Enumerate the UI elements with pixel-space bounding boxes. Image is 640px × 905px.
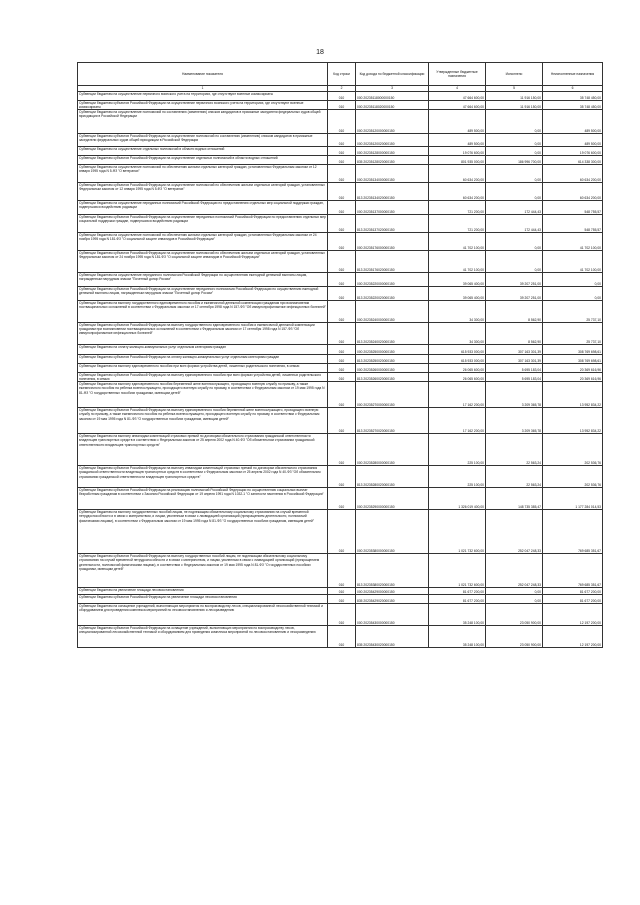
table-row — [78, 301, 603, 323]
column-number: 2 — [328, 86, 356, 92]
row-line-code: 010 — [328, 466, 356, 488]
table-row — [78, 323, 603, 345]
row-approved: 489 500,00 — [429, 110, 486, 134]
row-line-code: 010 — [328, 233, 356, 251]
row-approved: 81 677 200,00 — [429, 595, 486, 604]
row-name: Субвенции бюджетам субъектов Российской Федерации на осуществление полномочий по обеспечению жильем отдельных категорий граждан, установленных Федеральным законом от 24 ноября 1995 года N 181-ФЗ "О социальной защите инвалидов в Российской Федерации" — [78, 251, 328, 273]
row-income-code: 835 20235430020000150 — [356, 626, 429, 648]
column-number: 6 — [543, 86, 603, 92]
row-executed: 252 047 248,33 — [486, 554, 543, 588]
row-remaining: 81 677 200,00 — [543, 588, 603, 595]
row-name: Субвенции бюджетам субъектов Российской Федерации на увеличение площади лесовосстановления — [78, 595, 328, 604]
row-name: Субвенции бюджетам субъектов Российской Федерации на осуществление полномочий по обеспечению жильем отдельных категорий граждан, установленных Федеральным законом от 12 января 1995 года N 5-ФЗ "О ветеранах" — [78, 183, 328, 201]
row-approved: 26 065 600,00 — [429, 373, 486, 382]
row-name: Субвенции бюджетам субъектов Российской Федерации на осуществление переданных полномочий Российской Федерации по предоставлению отдельных мер социальной поддержки граждан, подвергшихся воздействию радиации — [78, 215, 328, 233]
row-remaining: 769 685 351,67 — [543, 554, 603, 588]
row-executed: 22 563,24 — [486, 434, 543, 466]
table-row — [78, 233, 603, 251]
row-name: Субвенции бюджетам на выплату инвалидам компенсаций страховых премий по договорам обязательного страхования гражданской ответственности владельцев транспортных средств в соответствии с Федеральным законом от 25 апреля 2002 года N 40-ФЗ "Об обязательном страховании гражданской ответственности владельцев транспортных средств" — [78, 434, 328, 466]
header-income-code: Код дохода по бюджетной классификации — [356, 63, 429, 86]
table-row — [78, 364, 603, 373]
row-remaining: 489 500,00 — [543, 110, 603, 134]
row-remaining: 614 338 300,00 — [543, 156, 603, 165]
row-name: Субвенции бюджетам субъектов Российской Федерации на выплату единовременного пособия беременной жене военнослужащего, проходящего военную службу по призыву, а также ежемесячного пособия на ребенка военнослужащего, проходящего военную службу по призыву, в соответствии с Федеральным законом от 19 мая 1995 года N 81-ФЗ "О государственных пособиях гражданам, имеющим детей" — [78, 408, 328, 434]
row-name: Субвенции бюджетам на осуществление первичного воинского учета на территориях, где отсутствуют военные комиссариаты — [78, 92, 328, 101]
row-remaining: 81 677 200,00 — [543, 595, 603, 604]
row-name: Субвенции бюджетам субъектов Российской Федерации на оснащение учреждений, выполняющих мероприятия по воспроизводству лесов, специализированной лесохозяйственной техникой и оборудованием для проведения комплекса мероприятий по лесовосстановлению и лесоразведению — [78, 626, 328, 648]
row-approved: 225 100,00 — [429, 434, 486, 466]
row-remaining: 19 076 600,00 — [543, 147, 603, 156]
row-name: Субвенции бюджетам субъектов Российской Федерации на оплату жилищно-коммунальных услуг отдельным категориям граждан — [78, 355, 328, 364]
row-executed: 0,00 — [486, 134, 543, 147]
row-remaining: 12 197 200,00 — [543, 626, 603, 648]
row-remaining: 35 748 450,00 — [543, 101, 603, 110]
row-remaining: 548 755,57 — [543, 201, 603, 215]
row-income-code: 000 20235250000000150 — [356, 345, 429, 355]
row-approved: 721 200,00 — [429, 215, 486, 233]
row-remaining: 769 685 351,67 — [543, 510, 603, 554]
row-name: Субвенции бюджетам субъектов Российской Федерации на выплату государственного единовременного пособия и ежемесячной денежной компенсации гражданам при возникновении поствакцинальных осложнений в соответствии с Федеральным законом от 17 сентября 1998 года N 157-ФЗ "Об иммунопрофилактике инфекционных болезней" — [78, 323, 328, 345]
row-remaining: 13 952 834,22 — [543, 408, 603, 434]
table-row — [78, 183, 603, 201]
row-name: Субвенции бюджетам субъектов Российской Федерации на осуществление полномочий по составлению (изменению) списков кандидатов в присяжные заседатели федеральных судов общей юрисдикции в Российской Федерации — [78, 134, 328, 147]
row-executed: 22 563,24 — [486, 466, 543, 488]
row-line-code: 010 — [328, 201, 356, 215]
row-line-code: 010 — [328, 510, 356, 554]
row-name: Субвенции бюджетам на осуществление полномочий по составлению (изменению) списков кандидатов в присяжные заседатели федеральных судов общей юрисдикции в Российской Федерации — [78, 110, 328, 134]
row-approved: 615 933 000,00 — [429, 345, 486, 355]
row-approved: 17 162 200,00 — [429, 408, 486, 434]
column-number: 1 — [78, 86, 328, 92]
table-body — [78, 92, 603, 648]
row-line-code: 010 — [328, 373, 356, 382]
row-remaining: 41 702 100,00 — [543, 233, 603, 251]
row-remaining: 25 737,10 — [543, 323, 603, 345]
budget-table — [77, 62, 603, 648]
row-approved: 41 702 100,00 — [429, 233, 486, 251]
row-remaining: 35 748 450,00 — [543, 92, 603, 101]
row-income-code: 813 20235260020000150 — [356, 373, 429, 382]
row-approved: 47 664 600,00 — [429, 92, 486, 101]
row-line-code: 010 — [328, 626, 356, 648]
row-executed: 39 207 251,00 — [486, 273, 543, 287]
row-name: Субвенции бюджетам на оснащение учреждений, выполняющих мероприятия по воспроизводству лесов, специализированной лесохозяйственной техникой и оборудованием для проведения комплекса мероприятий по лесовосстановлению и лесоразведению — [78, 604, 328, 626]
row-line-code: 010 — [328, 156, 356, 165]
row-executed: 307 163 301,39 — [486, 345, 543, 355]
row-remaining: 20 369 616,96 — [543, 373, 603, 382]
row-line-code: 010 — [328, 595, 356, 604]
row-income-code: 000 20235270000000150 — [356, 382, 429, 408]
row-approved: 35 248 100,00 — [429, 604, 486, 626]
row-executed: 5 695 183,04 — [486, 364, 543, 373]
row-line-code: 010 — [328, 588, 356, 595]
table-row — [78, 201, 603, 215]
table-row — [78, 373, 603, 382]
header-line-code: Код строки — [328, 63, 356, 86]
row-line-code: 010 — [328, 101, 356, 110]
row-income-code: 000 20235290000000150 — [356, 488, 429, 510]
row-executed: 23 050 900,00 — [486, 626, 543, 648]
row-approved: 26 065 600,00 — [429, 364, 486, 373]
row-remaining: 0,00 — [543, 273, 603, 287]
row-approved: 1 021 732 600,00 — [429, 554, 486, 588]
row-approved: 1 326 019 400,00 — [429, 488, 486, 510]
row-remaining: 308 769 698,61 — [543, 345, 603, 355]
row-income-code: 813 20235176020000150 — [356, 251, 429, 273]
row-line-code: 010 — [328, 301, 356, 323]
row-remaining: 202 536,76 — [543, 434, 603, 466]
table-row — [78, 434, 603, 466]
row-income-code: 000 20235220000000150 — [356, 273, 429, 287]
row-name: Субвенции бюджетам на осуществление полномочий по обеспечению жильем отдельных категорий граждан, установленных Федеральным законом от 12 января 1995 года N 5-ФЗ "О ветеранах" — [78, 165, 328, 183]
row-line-code: 010 — [328, 165, 356, 183]
row-income-code: 000 20235137000000150 — [356, 201, 429, 215]
row-executed: 5 695 183,04 — [486, 373, 543, 382]
row-name: Субвенции бюджетам субъектов Российской Федерации на осуществление переданного полномочия Российской Федерации по осуществлению ежегодной денежной выплаты лицам, награжденным нагрудным знаком "Почетный донор России" — [78, 287, 328, 301]
header-name: Наименование показателя — [78, 63, 328, 86]
row-approved: 39 065 400,00 — [429, 287, 486, 301]
row-income-code: 000 20235128000000150 — [356, 147, 429, 156]
row-executed: 23 050 900,00 — [486, 604, 543, 626]
row-executed: 11 916 150,00 — [486, 92, 543, 101]
row-line-code: 010 — [328, 110, 356, 134]
row-income-code: 000 20235134000000150 — [356, 165, 429, 183]
table-row — [78, 595, 603, 604]
row-executed: 252 047 248,33 — [486, 510, 543, 554]
row-line-code: 010 — [328, 345, 356, 355]
row-name: Субвенции бюджетам субъектов Российской Федерации на выплату единовременного пособия при всех формах устройства детей, лишенных родительского попечения, в семью — [78, 373, 328, 382]
row-approved: 60 634 200,00 — [429, 165, 486, 183]
row-executed: 0,00 — [486, 110, 543, 134]
row-approved: 615 933 000,00 — [429, 355, 486, 364]
row-income-code: 000 20235240000000150 — [356, 301, 429, 323]
table-row — [78, 466, 603, 488]
row-income-code: 813 20235134020000150 — [356, 183, 429, 201]
table-row — [78, 287, 603, 301]
row-income-code: 000 20235380000000150 — [356, 510, 429, 554]
column-number: 5 — [486, 86, 543, 92]
table-row — [78, 273, 603, 287]
header-executed: Исполнено — [486, 63, 543, 86]
row-line-code: 010 — [328, 434, 356, 466]
row-line-code: 010 — [328, 183, 356, 201]
row-line-code: 010 — [328, 382, 356, 408]
row-executed: 8 562,90 — [486, 323, 543, 345]
table-row — [78, 92, 603, 101]
row-executed: 0,00 — [486, 147, 543, 156]
row-approved: 34 300,00 — [429, 301, 486, 323]
row-executed: 0,00 — [486, 588, 543, 595]
row-income-code: 813 20235137020000150 — [356, 215, 429, 233]
table-row — [78, 110, 603, 134]
row-name: Субвенции бюджетам субъектов Российской Федерации на выплату инвалидам компенсаций страховых премий по договорам обязательного страхования гражданской ответственности владельцев транспортных средств в соответствии с Федеральным законом от 25 апреля 2002 года N 40-ФЗ "Об обязательном страховании гражданской ответственности владельцев транспортных средств" — [78, 466, 328, 488]
table-row — [78, 554, 603, 588]
row-income-code: 000 20235429000000150 — [356, 588, 429, 595]
row-line-code: 010 — [328, 488, 356, 510]
row-name: Субвенции бюджетам субъектов Российской Федерации на выплату государственных пособий лицам, не подлежащим обязательному социальному страхованию на случай временной нетрудоспособности и в связи с материнством, и лицам, уволенным в связи с ликвидацией организаций (прекращением деятельности, полномочий физическими лицами), в соответствии с Федеральным законом от 19 мая 1995 года N 81-ФЗ "О государственных пособиях гражданам, имеющим детей" — [78, 554, 328, 588]
table-row — [78, 165, 603, 183]
row-income-code: 813 20235380020000150 — [356, 554, 429, 588]
row-name: Субвенции бюджетам субъектов Российской Федерации на осуществление отдельных полномочий в области водных отношений — [78, 156, 328, 165]
row-executed: 0,00 — [486, 183, 543, 201]
row-name: Субвенции бюджетам на выплату единовременного пособия при всех формах устройства детей, лишенных родительского попечения, в семью — [78, 364, 328, 373]
row-income-code: 835 20235128020000150 — [356, 156, 429, 165]
row-executed: 11 916 150,00 — [486, 101, 543, 110]
table-row — [78, 355, 603, 364]
row-executed: 0,00 — [486, 165, 543, 183]
header-remaining: Неисполненные назначения — [543, 63, 603, 86]
row-executed: 186 996 700,00 — [486, 156, 543, 165]
table-row — [78, 604, 603, 626]
row-executed: 39 207 251,00 — [486, 287, 543, 301]
table-row — [78, 251, 603, 273]
header-row — [78, 63, 603, 86]
row-executed: 0,00 — [486, 595, 543, 604]
row-line-code: 010 — [328, 554, 356, 588]
row-name: Субвенции бюджетам субъектов Российской Федерации на осуществление первичного воинского учета на территориях, где отсутствуют военные комиссариаты — [78, 101, 328, 110]
row-executed: 307 163 301,39 — [486, 355, 543, 364]
row-remaining: 489 500,00 — [543, 134, 603, 147]
table-row — [78, 510, 603, 554]
row-income-code: 835 20235429020000150 — [356, 595, 429, 604]
row-name: Субвенции бюджетам на увеличение площади лесовосстановления — [78, 588, 328, 595]
row-remaining: 41 702 100,00 — [543, 251, 603, 273]
row-line-code: 010 — [328, 323, 356, 345]
table-row — [78, 382, 603, 408]
row-income-code: 000 20235120020000150 — [356, 134, 429, 147]
row-income-code: 813 20235280020000150 — [356, 466, 429, 488]
column-number: 3 — [356, 86, 429, 92]
page-number: 18 — [316, 49, 324, 56]
row-approved: 1 021 732 600,00 — [429, 510, 486, 554]
row-approved: 60 634 200,00 — [429, 183, 486, 201]
row-approved: 19 076 600,00 — [429, 147, 486, 156]
row-income-code: 000 20235260000000150 — [356, 364, 429, 373]
row-name: Субвенции бюджетам на осуществление полномочий по обеспечению жильем отдельных категорий граждан, установленных Федеральным законом от 24 ноября 1995 года N 181-ФЗ "О социальной защите инвалидов в Российской Федерации" — [78, 233, 328, 251]
row-income-code: 813 20235250020000150 — [356, 355, 429, 364]
row-executed: 172 444,43 — [486, 215, 543, 233]
table-row — [78, 215, 603, 233]
table-row — [78, 134, 603, 147]
header-approved: Утвержденные бюджетные назначения — [429, 63, 486, 86]
row-executed: 172 444,43 — [486, 201, 543, 215]
row-remaining: 202 536,76 — [543, 466, 603, 488]
row-income-code: 000 20235280000000150 — [356, 434, 429, 466]
row-line-code: 010 — [328, 134, 356, 147]
row-line-code: 010 — [328, 92, 356, 101]
row-line-code: 010 — [328, 273, 356, 287]
table-row — [78, 588, 603, 595]
row-executed: 3 209 365,78 — [486, 408, 543, 434]
row-income-code: 813 20235270020000150 — [356, 408, 429, 434]
row-line-code: 010 — [328, 364, 356, 373]
row-name: Субвенции бюджетам субъектов Российской Федерации на реализацию полномочий Российской Федерации по осуществлению социальных выплат безработным гражданам в соответствии с Законом Российской Федерации от 19 апреля 1991 года N 1032-1 "О занятости населения в Российской Федерации" — [78, 488, 328, 510]
row-line-code: 010 — [328, 147, 356, 156]
row-approved: 17 162 200,00 — [429, 382, 486, 408]
row-remaining: 548 755,57 — [543, 215, 603, 233]
row-executed: 0,00 — [486, 251, 543, 273]
row-name: Субвенции бюджетам на осуществление отдельных полномочий в области водных отношений — [78, 147, 328, 156]
row-line-code: 010 — [328, 355, 356, 364]
row-approved: 34 300,00 — [429, 323, 486, 345]
row-name: Субвенции бюджетам на осуществление переданного полномочия Российской Федерации по осуществлению ежегодной денежной выплаты лицам, награжденным нагрудным знаком "Почетный донор России" — [78, 273, 328, 287]
row-approved: 47 664 600,00 — [429, 101, 486, 110]
table-row — [78, 156, 603, 165]
table-row — [78, 101, 603, 110]
table-row — [78, 626, 603, 648]
row-approved: 39 065 400,00 — [429, 273, 486, 287]
row-remaining: 20 369 616,96 — [543, 364, 603, 373]
row-remaining: 12 197 200,00 — [543, 604, 603, 626]
row-remaining: 0,00 — [543, 287, 603, 301]
row-approved: 225 100,00 — [429, 466, 486, 488]
row-remaining: 25 737,10 — [543, 301, 603, 323]
table-row — [78, 408, 603, 434]
row-approved: 489 500,00 — [429, 134, 486, 147]
row-name: Субвенции бюджетам на выплату единовременного пособия беременной жене военнослужащего, проходящего военную службу по призыву, а также ежемесячного пособия на ребенка военнослужащего, проходящего военную службу по призыву, в соответствии с Федеральным законом от 19 мая 1995 года N 81-ФЗ "О государственных пособиях гражданам, имеющим детей" — [78, 382, 328, 408]
table-row — [78, 147, 603, 156]
row-executed: 148 735 385,47 — [486, 488, 543, 510]
row-name: Субвенции бюджетам на выплату государственного единовременного пособия и ежемесячной денежной компенсации гражданам при возникновении поствакцинальных осложнений в соответствии с Федеральным законом от 17 сентября 1998 года N 157-ФЗ "Об иммунопрофилактике инфекционных болезней" — [78, 301, 328, 323]
row-line-code: 010 — [328, 215, 356, 233]
row-income-code: 813 20235240020000150 — [356, 323, 429, 345]
row-approved: 721 200,00 — [429, 201, 486, 215]
row-remaining: 60 634 200,00 — [543, 165, 603, 183]
row-name: Субвенции бюджетам на оплату жилищно-коммунальных услуг отдельным категориям граждан — [78, 345, 328, 355]
row-line-code: 010 — [328, 287, 356, 301]
row-approved: 41 702 100,00 — [429, 251, 486, 273]
row-income-code: 000 20235120000000150 — [356, 110, 429, 134]
row-executed: 0,00 — [486, 233, 543, 251]
row-remaining: 60 634 200,00 — [543, 183, 603, 201]
row-executed: 3 209 365,78 — [486, 382, 543, 408]
row-approved: 801 935 000,00 — [429, 156, 486, 165]
row-line-code: 010 — [328, 604, 356, 626]
row-name: Субвенции бюджетам на осуществление переданных полномочий Российской Федерации по предоставлению отдельных мер социальной поддержки граждан, подвергшихся воздействию радиации — [78, 201, 328, 215]
column-number: 4 — [429, 86, 486, 92]
row-approved: 81 677 200,00 — [429, 588, 486, 595]
row-remaining: 308 769 698,61 — [543, 355, 603, 364]
row-income-code: 000 20235176000000150 — [356, 233, 429, 251]
row-executed: 8 562,90 — [486, 301, 543, 323]
row-remaining: 13 952 834,22 — [543, 382, 603, 408]
table-row — [78, 345, 603, 355]
row-approved: 35 248 100,00 — [429, 626, 486, 648]
row-remaining: 1 177 284 014,53 — [543, 488, 603, 510]
row-income-code: 000 20235430000000150 — [356, 604, 429, 626]
row-income-code: 813 20235220020000150 — [356, 287, 429, 301]
row-name: Субвенции бюджетам на выплату государственных пособий лицам, не подлежащим обязательному социальному страхованию на случай временной нетрудоспособности и в связи с материнством, и лицам, уволенным в связи с ликвидацией организаций (прекращением деятельности, полномочий физическими лицами), в соответствии с Федеральным законом от 19 мая 1995 года N 81-ФЗ "О государственных пособиях гражданам, имеющим детей" — [78, 510, 328, 554]
row-line-code: 010 — [328, 408, 356, 434]
row-line-code: 010 — [328, 251, 356, 273]
table-row — [78, 488, 603, 510]
row-income-code: 000 20235118020000150 — [356, 101, 429, 110]
row-income-code: 000 20235118000000150 — [356, 92, 429, 101]
